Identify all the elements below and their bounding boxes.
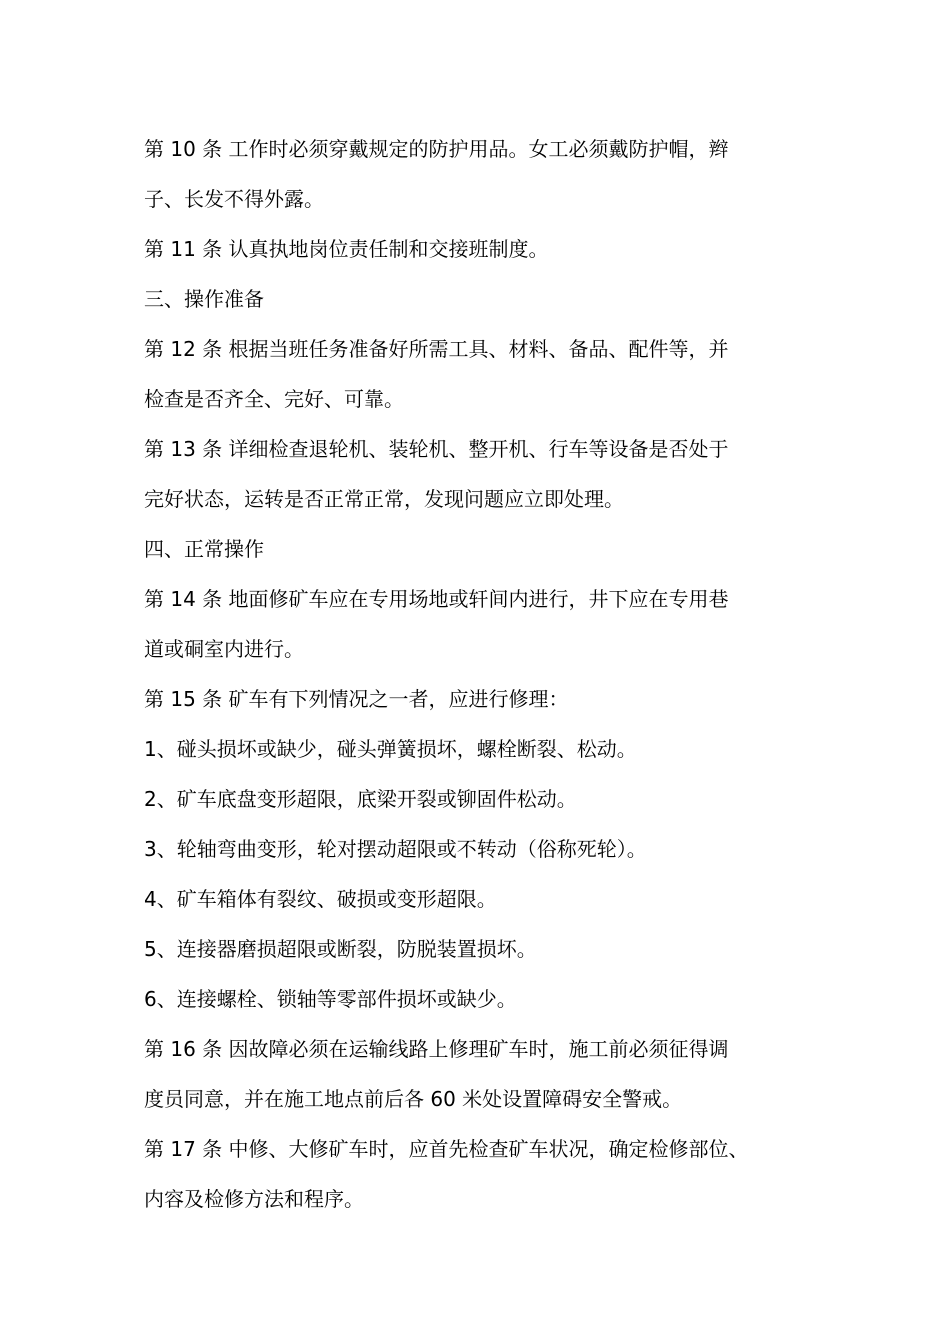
document-body (144, 124, 824, 1224)
paragraph-article-15 (144, 674, 824, 724)
paragraph-article-14 (144, 574, 824, 674)
list-item-1 (144, 724, 824, 774)
text-line: 第 10 条 工作时必须穿戴规定的防护用品。女工必须戴防护帽，辫 (144, 137, 729, 161)
text-line: 第 11 条 认真执地岗位责任制和交接班制度。 (144, 237, 549, 261)
list-item-6 (144, 974, 824, 1024)
paragraph-article-17 (144, 1124, 824, 1224)
text-line: 道或硐室内进行。 (144, 637, 304, 661)
text-line: 度员同意，并在施工地点前后各 60 米处设置障碍安全警戒。 (144, 1087, 683, 1111)
text-line: 第 17 条 中修、大修矿车时，应首先检查矿车状况，确定检修部位、 (144, 1137, 749, 1161)
text-line: 第 14 条 地面修矿车应在专用场地或轩间内进行，井下应在专用巷 (144, 587, 729, 611)
list-item-5 (144, 924, 824, 974)
text-line: 第 15 条 矿车有下列情况之一者，应进行修理： (144, 687, 569, 711)
paragraph-article-12 (144, 324, 824, 424)
text-line: 第 16 条 因故障必须在运输线路上修理矿车时，施工前必须征得调 (144, 1037, 729, 1061)
text-line: 2、矿车底盘变形超限，底梁开裂或铆固件松动。 (144, 787, 577, 811)
paragraph-article-10 (144, 124, 824, 224)
paragraph-article-13 (144, 424, 824, 524)
text-line: 5、连接器磨损超限或断裂，防脱装置损坏。 (144, 937, 537, 961)
text-line: 完好状态，运转是否正常正常，发现问题应立即处理。 (144, 487, 624, 511)
list-item-4 (144, 874, 824, 924)
paragraph-article-16 (144, 1024, 824, 1124)
text-line: 第 13 条 详细检查退轮机、装轮机、整开机、行车等设备是否处于 (144, 437, 729, 461)
list-item-2 (144, 774, 824, 824)
text-line: 3、轮轴弯曲变形，轮对摆动超限或不转动（俗称死轮）。 (144, 837, 647, 861)
section-heading: 四、正常操作 (144, 537, 264, 561)
text-line: 第 12 条 根据当班任务准备好所需工具、材料、备品、配件等，并 (144, 337, 729, 361)
list-item-3 (144, 824, 824, 874)
paragraph-article-11 (144, 224, 824, 274)
text-line: 内容及检修方法和程序。 (144, 1187, 364, 1211)
text-line: 1、碰头损坏或缺少，碰头弹簧损坏，螺栓断裂、松动。 (144, 737, 637, 761)
section-heading-operation-prep (144, 274, 824, 324)
text-line: 检查是否齐全、完好、可靠。 (144, 387, 404, 411)
section-heading-normal-operation (144, 524, 824, 574)
text-line: 6、连接螺栓、锁轴等零部件损坏或缺少。 (144, 987, 517, 1011)
section-heading: 三、操作准备 (144, 287, 264, 311)
text-line: 子、长发不得外露。 (144, 187, 324, 211)
text-line: 4、矿车箱体有裂纹、破损或变形超限。 (144, 887, 497, 911)
